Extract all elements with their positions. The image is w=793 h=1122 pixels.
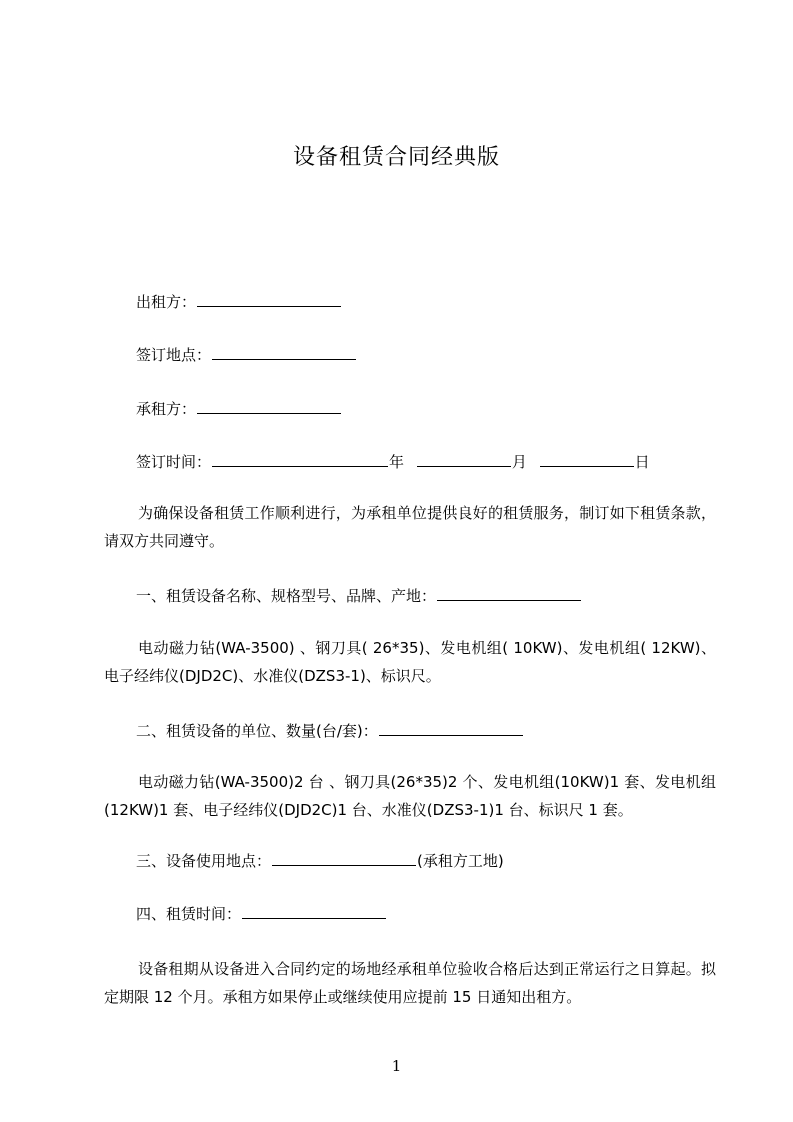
lessor-blank [197,292,341,307]
lessee-line [136,399,342,419]
section-3-blank [272,851,416,866]
day-char: 日 [634,453,650,471]
section-1-heading-line [136,586,582,606]
section-2-body: 电动磁力钻(WA-3500)2 台 、钢刀具(26*35)2 个、发电机组(10KW)1 套、发电机组(12KW)1 套、电子经纬仪(DJD2C)1 台、水准仪(DZS3-1)1 台、标识尺 1 套。 [104,773,716,819]
lessee-label: 承租方： [136,400,197,418]
year-char: 年 [389,453,405,471]
month-blank [417,452,511,467]
intro-paragraph: 为确保设备租赁工作顺利进行，为承租单位提供良好的租赁服务，制订如下租赁条款，请双方共同遵守。 [104,504,716,550]
signing-place-label: 签订地点： [136,346,212,364]
page-title: 设备租赁合同经典版 [292,145,500,170]
year-blank [212,452,388,467]
section-2-heading-line [136,721,524,741]
section-3-heading-line [136,851,504,871]
section-2-heading: 二、租赁设备的单位、数量(台/套)： [136,722,378,740]
lessor-line [136,292,342,312]
section-4-body: 设备租期从设备进入合同约定的场地经承租单位验收合格后达到正常运行之日算起。拟定期限 12 个月。承租方如果停止或继续使用应提前 15 日通知出租方。 [104,960,716,1006]
signing-date-line [136,452,650,472]
section-2-blank [379,721,523,736]
day-blank [540,452,634,467]
section-1-heading: 一、租赁设备名称、规格型号、品牌、产地： [136,587,437,605]
section-1-body: 电动磁力钻(WA-3500) 、钢刀具( 26*35)、发电机组( 10KW)、发电机组( 12KW)、电子经纬仪(DJD2C)、水准仪(DZS3-1)、标识尺。 [104,639,716,685]
month-char: 月 [511,453,527,471]
section-3-heading: 三、设备使用地点： [136,852,272,870]
section-4-heading: 四、租赁时间： [136,905,242,923]
section-4-blank [242,904,386,919]
lessee-blank [197,399,341,414]
lessor-label: 出租方： [136,293,197,311]
page-number: 1 [391,1057,402,1075]
section-4-heading-line [136,904,387,924]
signing-date-label: 签订时间： [136,453,212,471]
signing-place-line [136,345,357,365]
signing-place-blank [212,345,356,360]
section-1-blank [437,586,581,601]
section-3-suffix: (承租方工地) [417,852,504,870]
